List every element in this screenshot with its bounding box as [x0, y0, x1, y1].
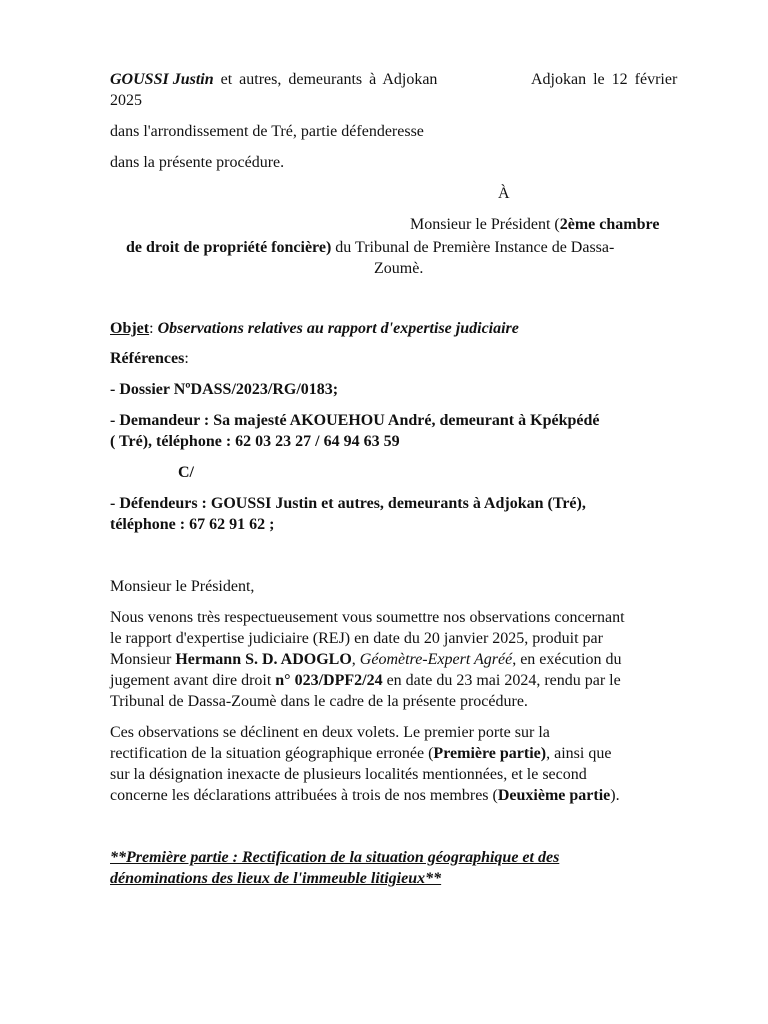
- recipient-tribunal: du Tribunal de Première Instance de Dassa-: [331, 239, 615, 256]
- section-heading-line-1: **Première partie : Rectification de la situation géographique et des: [110, 849, 560, 866]
- p1-l4-post: en date du 23 mai 2024, rendu par le: [382, 672, 621, 689]
- reference-demandeur-2: [110, 431, 400, 452]
- sender-name: GOUSSI Justin: [110, 71, 214, 88]
- judgment-number: n° 023/DPF2/24: [275, 672, 383, 689]
- salutation: Monsieur le Président,: [110, 578, 255, 595]
- recipient-chamber-name: de droit de propriété foncière): [126, 239, 332, 256]
- p2-l2-post: , ainsi que: [546, 745, 612, 762]
- recipient-line-2: [126, 237, 614, 258]
- p1-l3-pre: Monsieur: [110, 651, 176, 668]
- paragraph-1-line-4: [110, 670, 621, 691]
- references-line: [110, 348, 189, 369]
- paragraph-2-line-3: sur la désignation inexacte de plusieurs localités mentionnées, et le second: [110, 766, 587, 783]
- reference-contre: [178, 462, 194, 483]
- recipient-a-label: À: [498, 185, 510, 202]
- sender-line-1: [110, 69, 437, 90]
- defendeurs-text-1: - Défendeurs : GOUSSI Justin et autres, demeurants à Adjokan (Tré),: [110, 495, 586, 512]
- expert-name: Hermann S. D. ADOGLO: [175, 651, 352, 668]
- contre-text: C/: [178, 464, 194, 481]
- paragraph-1-line-5: Tribunal de Dassa-Zoumè dans le cadre de la présente procédure.: [110, 693, 528, 710]
- paragraph-2-line-2: [110, 743, 611, 764]
- section-heading-line-2: dénominations des lieux de l'immeuble litigieux**: [110, 870, 442, 887]
- reference-defendeurs-1: [110, 493, 586, 514]
- defendeurs-text-2: téléphone : 67 62 91 62 ;: [110, 516, 275, 533]
- p1-l3-post: , en exécution du: [512, 651, 622, 668]
- expert-title: Géomètre-Expert Agréé: [359, 651, 513, 668]
- recipient-line-1-pre: Monsieur le Président (: [410, 216, 560, 233]
- sender-line-3: dans la présente procédure.: [110, 154, 285, 171]
- demandeur-text-2: ( Tré), téléphone : 62 03 23 27 / 64 94 63 59: [110, 433, 400, 450]
- objet-line: [110, 318, 519, 339]
- first-part-ref: Première partie): [433, 745, 547, 762]
- paragraph-1-line-3: [110, 649, 621, 670]
- paragraph-2-line-1: Ces observations se déclinent en deux volets. Le premier porte sur la: [110, 724, 550, 741]
- references-label: Références: [110, 350, 185, 367]
- sender-line-1-rest: et autres, demeurants à Adjokan: [213, 71, 438, 88]
- recipient-chamber: 2ème chambre: [559, 216, 660, 233]
- objet-sep: :: [149, 320, 158, 337]
- objet-text: Observations relatives au rapport d'expertise judiciaire: [157, 320, 519, 337]
- dossier-text: - Dossier NºDASS/2023/RG/0183;: [110, 381, 339, 398]
- objet-label: Objet: [110, 320, 150, 337]
- p2-l4-pre: concerne les déclarations attribuées à trois de nos membres (: [110, 787, 498, 804]
- p2-l2-pre: rectification de la situation géographique erronée (: [110, 745, 434, 762]
- references-colon: :: [184, 350, 189, 367]
- p2-l4-post: ).: [610, 787, 620, 804]
- reference-demandeur-1: [110, 410, 599, 431]
- recipient-line-1: [410, 214, 659, 235]
- demandeur-text-1: - Demandeur : Sa majesté AKOUEHOU André, demeurant à Kpékpédé: [110, 412, 600, 429]
- paragraph-1-line-1: Nous venons très respectueusement vous soumettre nos observations concernant: [110, 609, 625, 626]
- p1-l4-pre: jugement avant dire droit: [110, 672, 276, 689]
- place-date: Adjokan le 12 février: [531, 71, 678, 88]
- reference-dossier: [110, 379, 338, 400]
- p1-l3-sep: ,: [351, 651, 360, 668]
- reference-defendeurs-2: [110, 514, 274, 535]
- paragraph-2-line-4: [110, 785, 620, 806]
- paragraph-1-line-2: le rapport d'expertise judiciaire (REJ) en date du 20 janvier 2025, produit par: [110, 630, 603, 647]
- sender-year: 2025: [110, 92, 142, 109]
- recipient-line-3: Zoumè.: [374, 260, 424, 277]
- second-part-ref: Deuxième partie: [497, 787, 611, 804]
- sender-line-2: dans l'arrondissement de Tré, partie défenderesse: [110, 123, 424, 140]
